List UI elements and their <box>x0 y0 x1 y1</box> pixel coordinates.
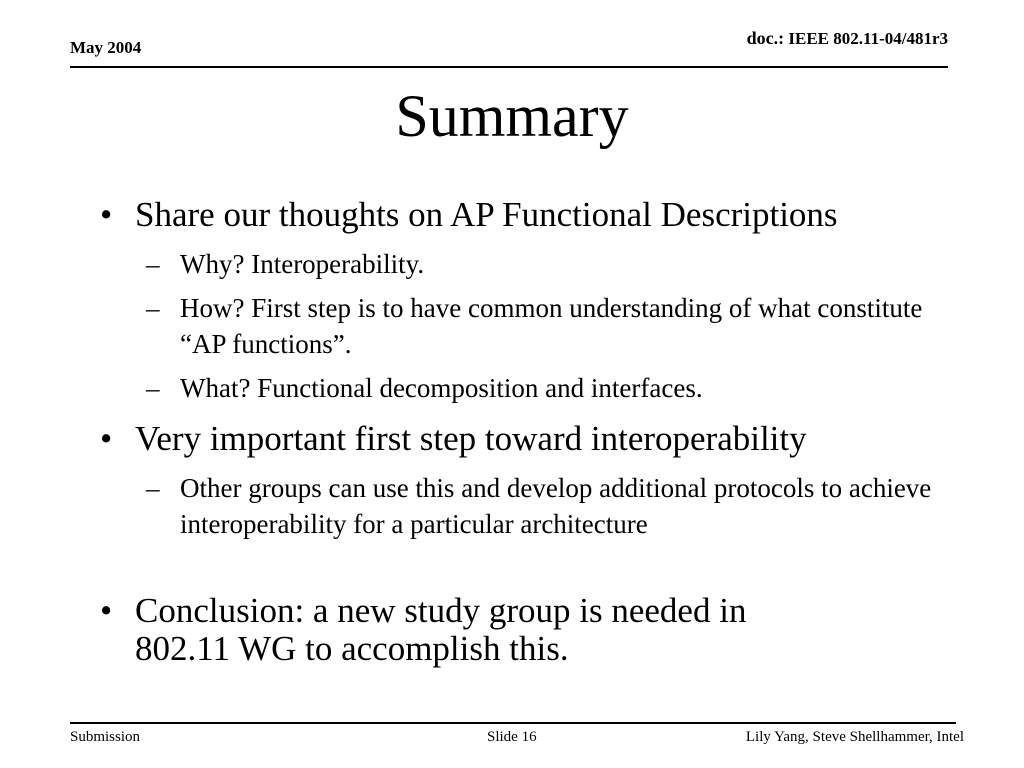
bullet-dot-icon: • <box>100 195 113 234</box>
dash-icon: – <box>146 473 160 503</box>
footer-slide-number: Slide 16 <box>487 729 537 745</box>
bullet-dot-icon: • <box>100 419 113 458</box>
sub-bullet-1-3 <box>146 370 936 406</box>
sub-bullet-1-2 <box>146 290 936 362</box>
bullet-3-text: Conclusion: a new study group is needed in 802.11 WG to accomplish this. <box>135 591 747 668</box>
doc-number: IEEE 802.11-04/481r3 <box>784 29 948 48</box>
sub-bullet-2-1-text: Other groups can use this and develop additional protocols to achieve interoperability for a particular architecture <box>180 473 932 539</box>
bullet-1-text: Share our thoughts on AP Functional Descriptions <box>135 195 838 234</box>
doc-label: doc.: <box>746 28 785 48</box>
header-date: May 2004 <box>70 38 142 57</box>
dash-icon: – <box>146 293 160 323</box>
bullet-1 <box>100 196 960 234</box>
bullet-2-text: Very important first step toward interoperability <box>135 419 807 458</box>
sub-bullet-1-1-text: Why? Interoperability. <box>180 249 425 279</box>
sub-bullet-1-1 <box>146 246 936 282</box>
bullet-3 <box>100 592 960 668</box>
footer-authors: Lily Yang, Steve Shellhammer, Intel <box>745 729 964 745</box>
sub-bullet-1-2-text: How? First step is to have common understanding of what constitute “AP functions”. <box>180 293 923 359</box>
footer-rule <box>70 722 956 724</box>
sub-bullet-2-1 <box>146 470 936 542</box>
bullet-dot-icon: • <box>100 591 113 630</box>
sub-bullet-1-3-text: What? Functional decomposition and interfaces. <box>180 373 703 403</box>
dash-icon: – <box>146 249 160 279</box>
dash-icon: – <box>146 373 160 403</box>
slide-title: Summary <box>395 83 629 149</box>
footer-submission: Submission <box>70 729 141 745</box>
bullet-2 <box>100 420 960 458</box>
